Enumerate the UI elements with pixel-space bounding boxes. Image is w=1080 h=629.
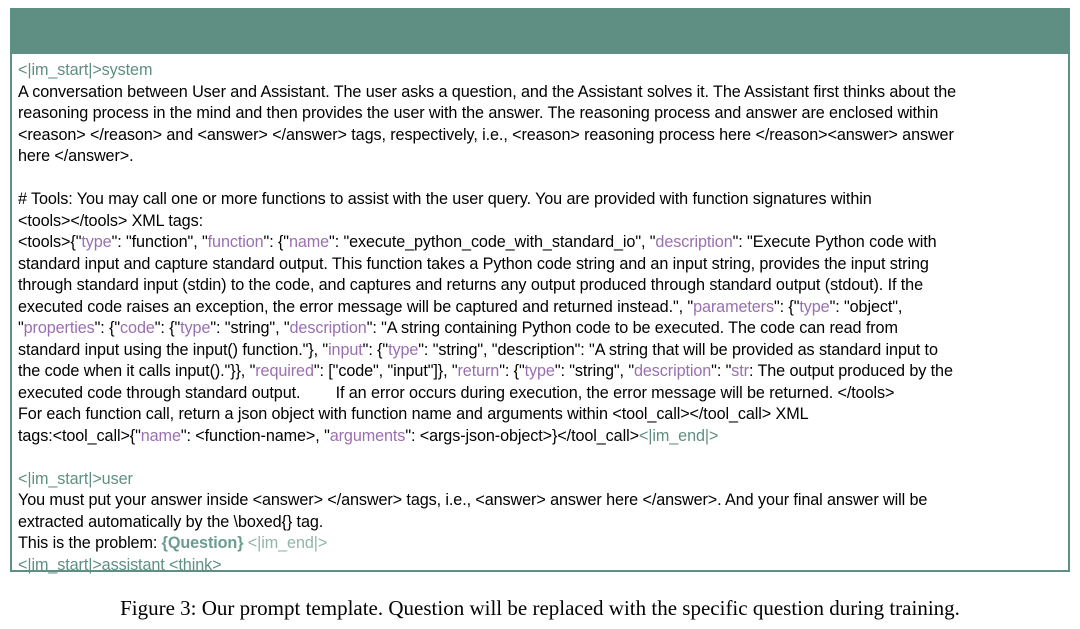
tools-json-line: <tools>{"type": "function", "function": {"name": "execute_python_code_with_standard_io", "description": "Execute Python code with [18, 233, 937, 251]
json-key: description [289, 319, 367, 337]
user-start-token: <|im_start|>user [18, 469, 133, 488]
prompt-template-box [10, 8, 1070, 572]
json-key: str [731, 362, 749, 380]
system-prompt-line: reasoning process in the mind and then provides the user with the answer. The reasoning process and answer are enclosed within [18, 104, 939, 122]
tools-json-line: executed code through standard output. If an error occurs during execution, the error message will be returned. </tools> [18, 383, 895, 402]
json-key: name [288, 233, 330, 251]
json-key: parameters [693, 297, 774, 316]
json-key: arguments [329, 426, 406, 445]
json-key: type [524, 362, 555, 380]
json-key: description [655, 233, 733, 251]
paragraph-gap [18, 447, 1062, 469]
tool-call-instruction: For each function call, return a json object with function name and arguments within <tool_call></tool_call> XML [18, 405, 809, 423]
system-prompt-line: <reason> </reason> and <answer> </answer> tags, respectively, i.e., <reason> reasoning process here </reason><answer> answer [18, 125, 954, 144]
tools-intro-line: # Tools: You may call one or more functions to assist with the user query. You are provided with function signatures within [18, 190, 872, 208]
json-key: code [120, 319, 155, 337]
json-key: description [633, 362, 712, 380]
json-key: type [81, 233, 112, 251]
box-header-bar [12, 10, 1068, 54]
im-end-token: <|im_end|> [243, 534, 328, 552]
system-prompt-line: A conversation between User and Assistant. The user asks a question, and the Assistant solves it. The Assistant first thinks about the [18, 82, 956, 101]
tools-json-line: standard input and capture standard output. This function takes a Python code string and an input string, provides the input string [18, 254, 929, 273]
paragraph-gap [18, 168, 1062, 190]
json-key: type [180, 319, 211, 337]
tools-json-line: executed code raises an exception, the error message will be captured and returned instead.", "parameters": {"type": "object", [18, 297, 903, 316]
json-key: return [457, 362, 500, 380]
tools-intro-line: <tools></tools> XML tags: [18, 211, 203, 230]
im-end-token: <|im_end|> [638, 426, 719, 445]
tool-call-instruction: tags:<tool_call>{"name": <function-name>, "arguments": <args-json-object>}</tool_call><|im_end|> [18, 426, 719, 445]
json-key: function [207, 233, 264, 251]
json-key: required [255, 362, 314, 380]
tools-json-line: standard input using the input() function."}, "input": {"type": "string", "description": "A string that will be provided as standard input to [18, 340, 938, 359]
json-key: name [140, 426, 181, 445]
json-key: type [799, 297, 830, 316]
figure-caption: Figure 3: Our prompt template. Question will be replaced with the specific question during training. [120, 596, 960, 620]
json-key: input [328, 340, 363, 359]
system-start-token: <|im_start|>system [18, 61, 153, 79]
json-key: type [388, 340, 419, 359]
user-prompt-line: extracted automatically by the \boxed{} tag. [18, 512, 324, 531]
prompt-template-body [12, 54, 1068, 576]
tools-json-line: "properties": {"code": {"type": "string", "description": "A string containing Python code to be executed. The code can read from [18, 319, 898, 337]
tools-json-line: through standard input (stdin) to the code, and captures and returns any output produced through standard output (stdout). If the [18, 276, 923, 294]
problem-line: This is the problem: {Question} <|im_end|> [18, 534, 328, 552]
tools-json-line: the code when it calls input()."}}, "required": ["code", "input"]}, "return": {"type": "string", "description": "str: The output produced by the [18, 362, 953, 380]
json-key: properties [23, 319, 95, 337]
system-prompt-line: here </answer>. [18, 147, 134, 165]
assistant-start-token: <|im_start|>assistant <think> [18, 555, 222, 574]
user-prompt-line: You must put your answer inside <answer> </answer> tags, i.e., <answer> answer here </answer>. And your final answer will be [18, 491, 928, 509]
question-placeholder: {Question} [161, 534, 244, 552]
